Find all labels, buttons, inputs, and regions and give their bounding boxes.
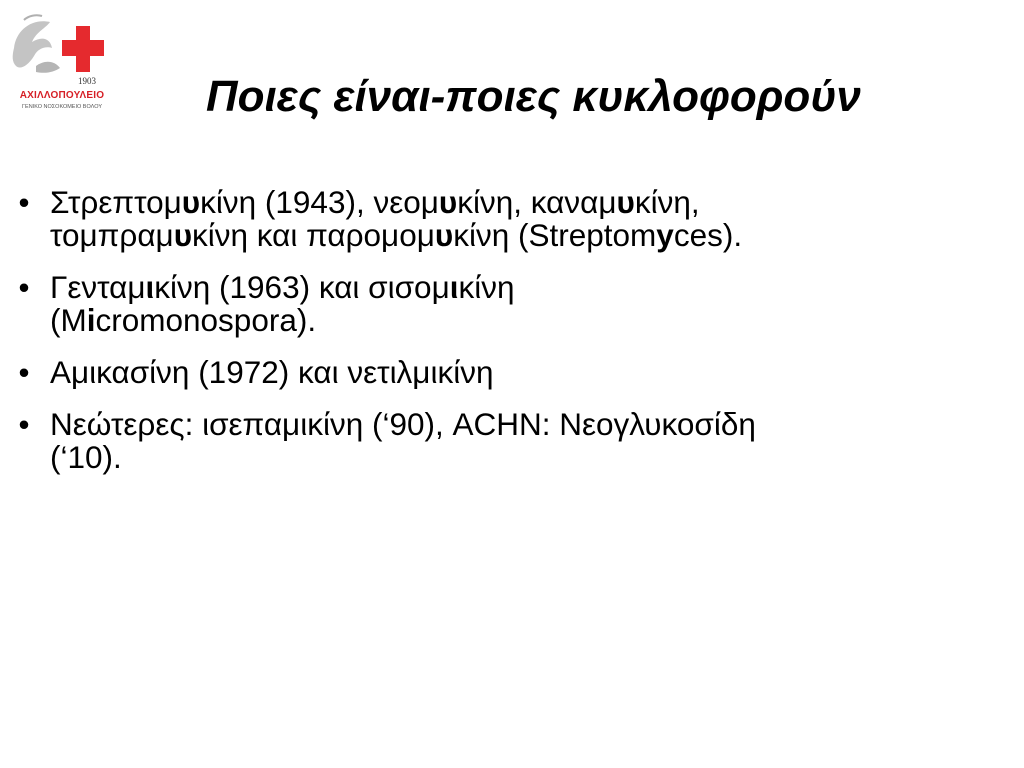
bullet-line: (Micromonospora). <box>50 302 317 338</box>
bullet-line: Γενταμικίνη (1963) και σισομικίνη <box>50 269 515 305</box>
bullet-line: Στρεπτομυκίνη (1943), νεομυκίνη, καναμυκίνη, <box>50 184 700 220</box>
bullet-item-amikacin <box>14 356 1014 389</box>
bullet-dot-icon: • <box>18 269 30 305</box>
hospital-emblem-icon <box>6 8 118 92</box>
bullet-line: Νεώτερες: ισεπαμικίνη (‘90), ACHN: Νεογλυκοσίδη <box>50 406 756 442</box>
bullet-dot-icon: • <box>18 184 30 220</box>
bullet-item-gentamicin <box>14 271 1014 337</box>
bullet-list <box>14 186 1014 493</box>
bullet-item-streptomycin <box>14 186 1014 252</box>
bullet-line: τομπραμυκίνη και παρομομυκίνη (Streptomyces). <box>50 217 743 253</box>
slide-title: Ποιες είναι-ποιες κυκλοφορούν <box>206 72 861 121</box>
logo-subtitle: ΓΕΝΙΚΟ ΝΟΣΟΚΟΜΕΙΟ ΒΟΛΟΥ <box>22 104 102 110</box>
bullet-dot-icon: • <box>18 354 30 390</box>
bullet-line: (‘10). <box>50 439 122 475</box>
logo-year: 1903 <box>78 76 96 86</box>
bullet-line: Αμικασίνη (1972) και νετιλμικίνη <box>50 354 494 390</box>
bullet-item-newer <box>14 408 1014 474</box>
logo-name: ΑΧΙΛΛΟΠΟΥΛΕΙΟ <box>19 90 105 101</box>
hospital-logo <box>6 8 118 118</box>
bullet-dot-icon: • <box>18 406 30 442</box>
